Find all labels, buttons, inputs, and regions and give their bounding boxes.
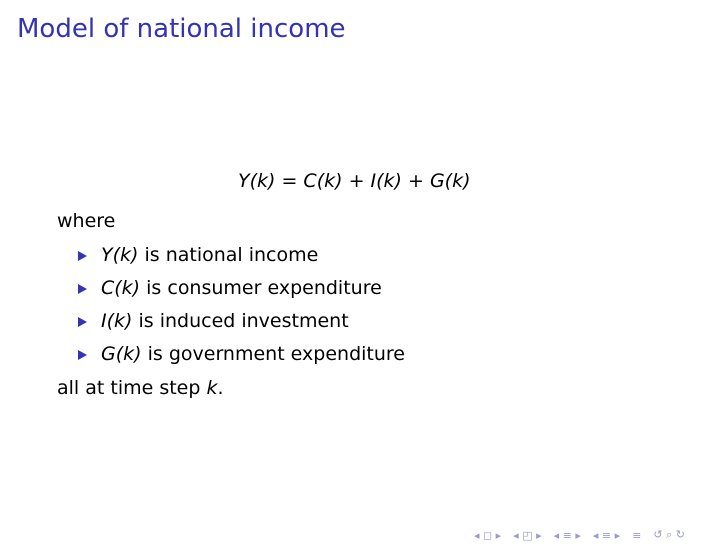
definition-symbol: C(k) — [101, 277, 141, 299]
definition-symbol: Y(k) — [101, 244, 139, 266]
conclusion-symbol: k — [206, 377, 218, 399]
bullet-arrow-icon — [78, 317, 87, 327]
definition-list — [78, 244, 405, 376]
first-page-icon[interactable]: ◂ ◻ ▸ — [474, 528, 502, 542]
section-icon[interactable]: ◂ ≡ ▸ — [553, 528, 581, 542]
definition-item-y — [78, 244, 405, 277]
definition-symbol: I(k) — [101, 310, 133, 332]
where-label: where — [57, 210, 116, 232]
search-icon[interactable]: ↺ ⌕ ↻ — [653, 528, 685, 541]
subsection-icon[interactable]: ◂ ≡ ▸ — [592, 528, 621, 542]
definition-text: is national income — [138, 244, 319, 266]
bullet-arrow-icon — [78, 284, 87, 294]
frame-icon[interactable]: ◂ ◰ ▸ — [513, 528, 542, 542]
definition-text: is government expenditure — [141, 343, 405, 365]
definition-text: is consumer expenditure — [140, 277, 382, 299]
bullet-arrow-icon — [78, 251, 87, 261]
definition-text: is induced investment — [132, 310, 349, 332]
beamer-navigation — [474, 528, 685, 542]
conclusion-text — [57, 377, 224, 399]
definition-item-c — [78, 277, 405, 310]
bullet-arrow-icon — [78, 350, 87, 360]
align-icon[interactable]: ≡ — [632, 528, 642, 542]
definition-item-g — [78, 343, 405, 376]
definition-item-i — [78, 310, 405, 343]
income-equation: Y(k) = C(k) + I(k) + G(k) — [238, 170, 471, 192]
slide-title: Model of national income — [17, 14, 346, 44]
conclusion-suffix: . — [217, 377, 224, 399]
conclusion-prefix: all at time step — [57, 377, 207, 399]
definition-symbol: G(k) — [101, 343, 142, 365]
